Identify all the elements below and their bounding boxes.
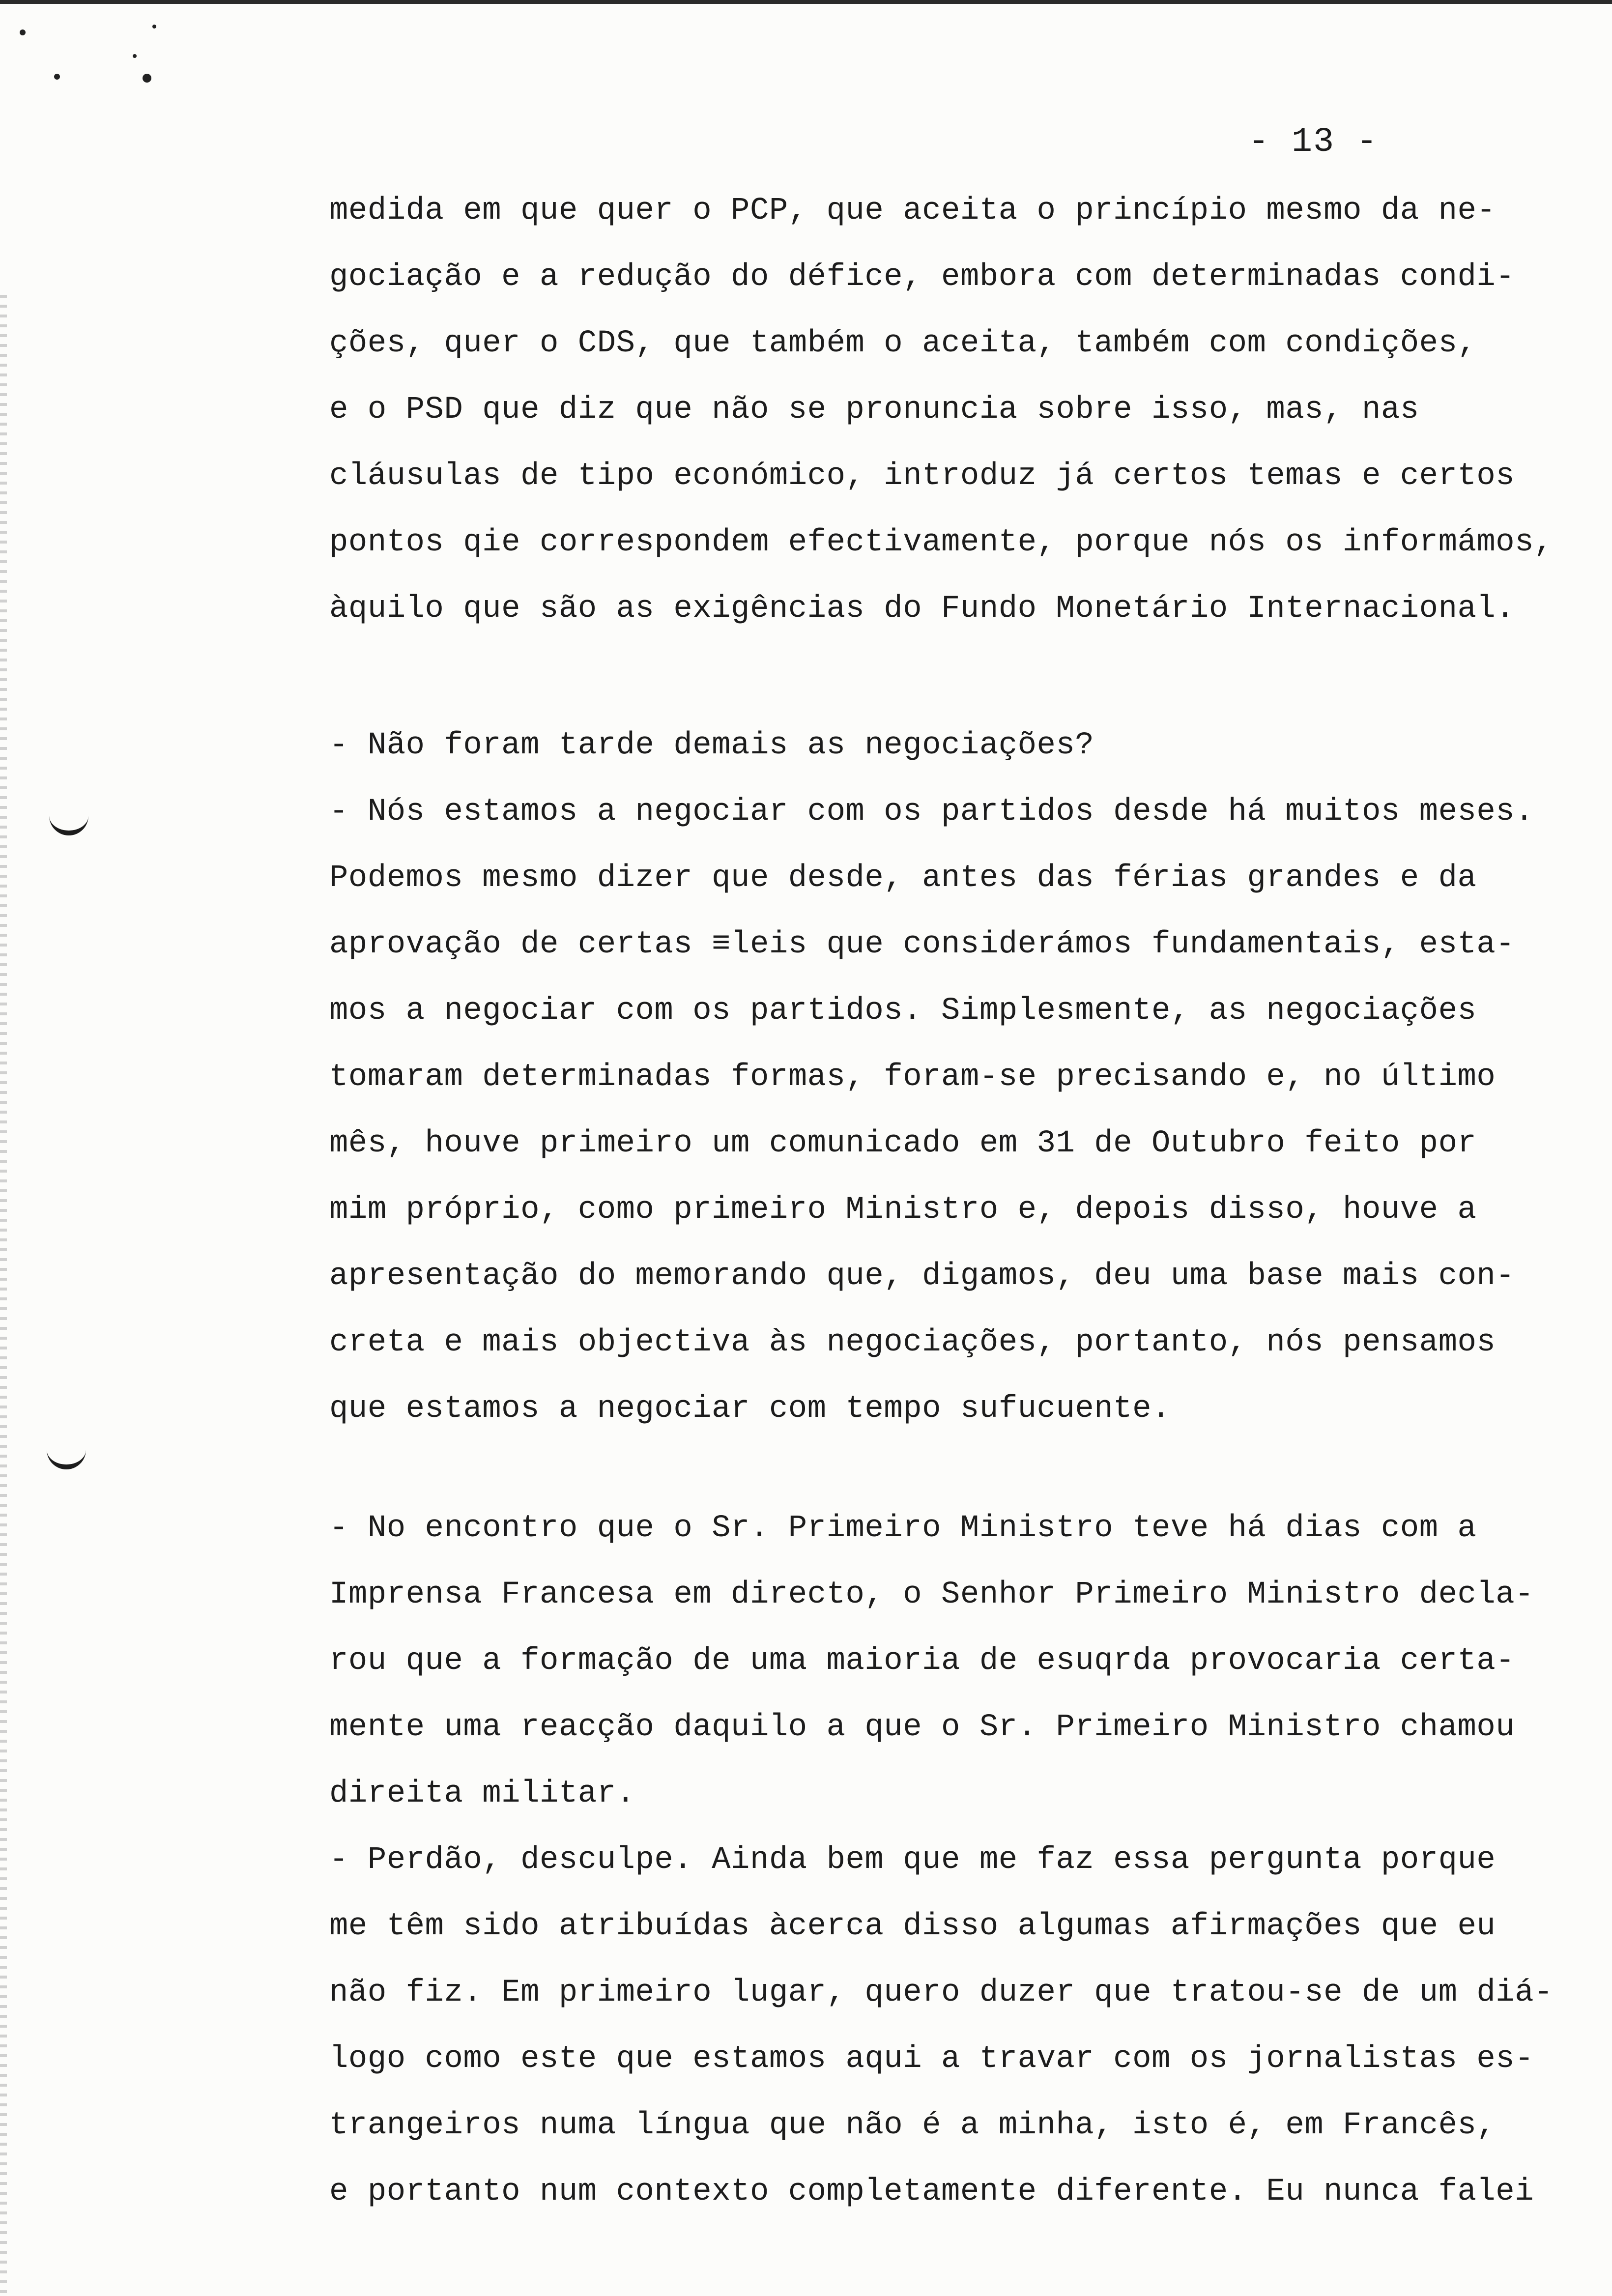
binding-edge (0, 295, 7, 2296)
speck (143, 74, 151, 83)
speck (54, 74, 60, 80)
text-line: creta e mais objectiva às negociações, portanto, nós pensamos (329, 1325, 1496, 1360)
question-line: - Não foram tarde demais as negociações? (329, 728, 1094, 763)
text-line: cláusulas de tipo económico, introduz já certos temas e certos (329, 459, 1515, 494)
text-line: ções, quer o CDS, que também o aceita, também com condições, (329, 326, 1477, 361)
top-rule (0, 0, 1612, 4)
text-line: mês, houve primeiro um comunicado em 31 de Outubro feito por (329, 1126, 1477, 1161)
text-line: aprovação de certas ≡leis que considerámos fundamentais, esta- (329, 927, 1515, 962)
text-line: apresentação do memorando que, digamos, deu uma base mais con- (329, 1259, 1515, 1294)
paragraph (329, 178, 1587, 642)
text-line: tomaram determinadas formas, foram-se precisando e, no último (329, 1060, 1496, 1095)
text-line: que estamos a negociar com tempo sufucuente. (329, 1391, 1171, 1427)
text-line: àquilo que são as exigências do Fundo Monetário Internacional. (329, 591, 1515, 627)
text-line: pontos qie correspondem efectivamente, porque nós os informámos, (329, 525, 1553, 560)
text-line: trangeiros numa língua que não é a minha, isto é, em Francês, (329, 2108, 1496, 2143)
text-line: não fiz. Em primeiro lugar, quero duzer que tratou-se de um diá- (329, 1975, 1553, 2010)
text-line: medida em que quer o PCP, que aceita o princípio mesmo da ne- (329, 193, 1496, 229)
page-number: - 13 - (1248, 123, 1379, 162)
text-line: logo como este que estamos aqui a travar com os jornalistas es- (329, 2041, 1534, 2077)
question-line: - No encontro que o Sr. Primeiro Ministro teve há dias com a (329, 1511, 1477, 1546)
speck (133, 54, 137, 58)
text-line: e o PSD que diz que não se pronuncia sobre isso, mas, nas (329, 392, 1419, 428)
paragraph (329, 713, 1587, 1442)
text-line: Podemos mesmo dizer que desde, antes das férias grandes e da (329, 861, 1477, 896)
text-line: direita militar. (329, 1776, 635, 1811)
margin-mark (49, 811, 88, 835)
text-line: mos a negociar com os partidos. Simplesmente, as negociações (329, 993, 1477, 1029)
text-line: rou que a formação de uma maioria de esuqrda provocaria certa- (329, 1643, 1515, 1679)
speck (152, 25, 156, 29)
margin-mark (47, 1445, 86, 1469)
text-line: e portanto num contexto completamente diferente. Eu nunca falei (329, 2174, 1534, 2210)
paragraph (329, 1495, 1587, 2225)
text-line: mim próprio, como primeiro Ministro e, depois disso, houve a (329, 1192, 1477, 1228)
text-line: Imprensa Francesa em directo, o Senhor Primeiro Ministro decla- (329, 1577, 1534, 1612)
text-line: gociação e a redução do défice, embora com determinadas condi- (329, 259, 1515, 295)
text-line: - Nós estamos a negociar com os partidos desde há muitos meses. (329, 794, 1534, 830)
text-line: me têm sido atribuídas àcerca disso algumas afirmações que eu (329, 1909, 1496, 1944)
text-line: mente uma reacção daquilo a que o Sr. Primeiro Ministro chamou (329, 1710, 1515, 1745)
text-line: - Perdão, desculpe. Ainda bem que me faz essa pergunta porque (329, 1842, 1496, 1878)
speck (20, 29, 26, 35)
